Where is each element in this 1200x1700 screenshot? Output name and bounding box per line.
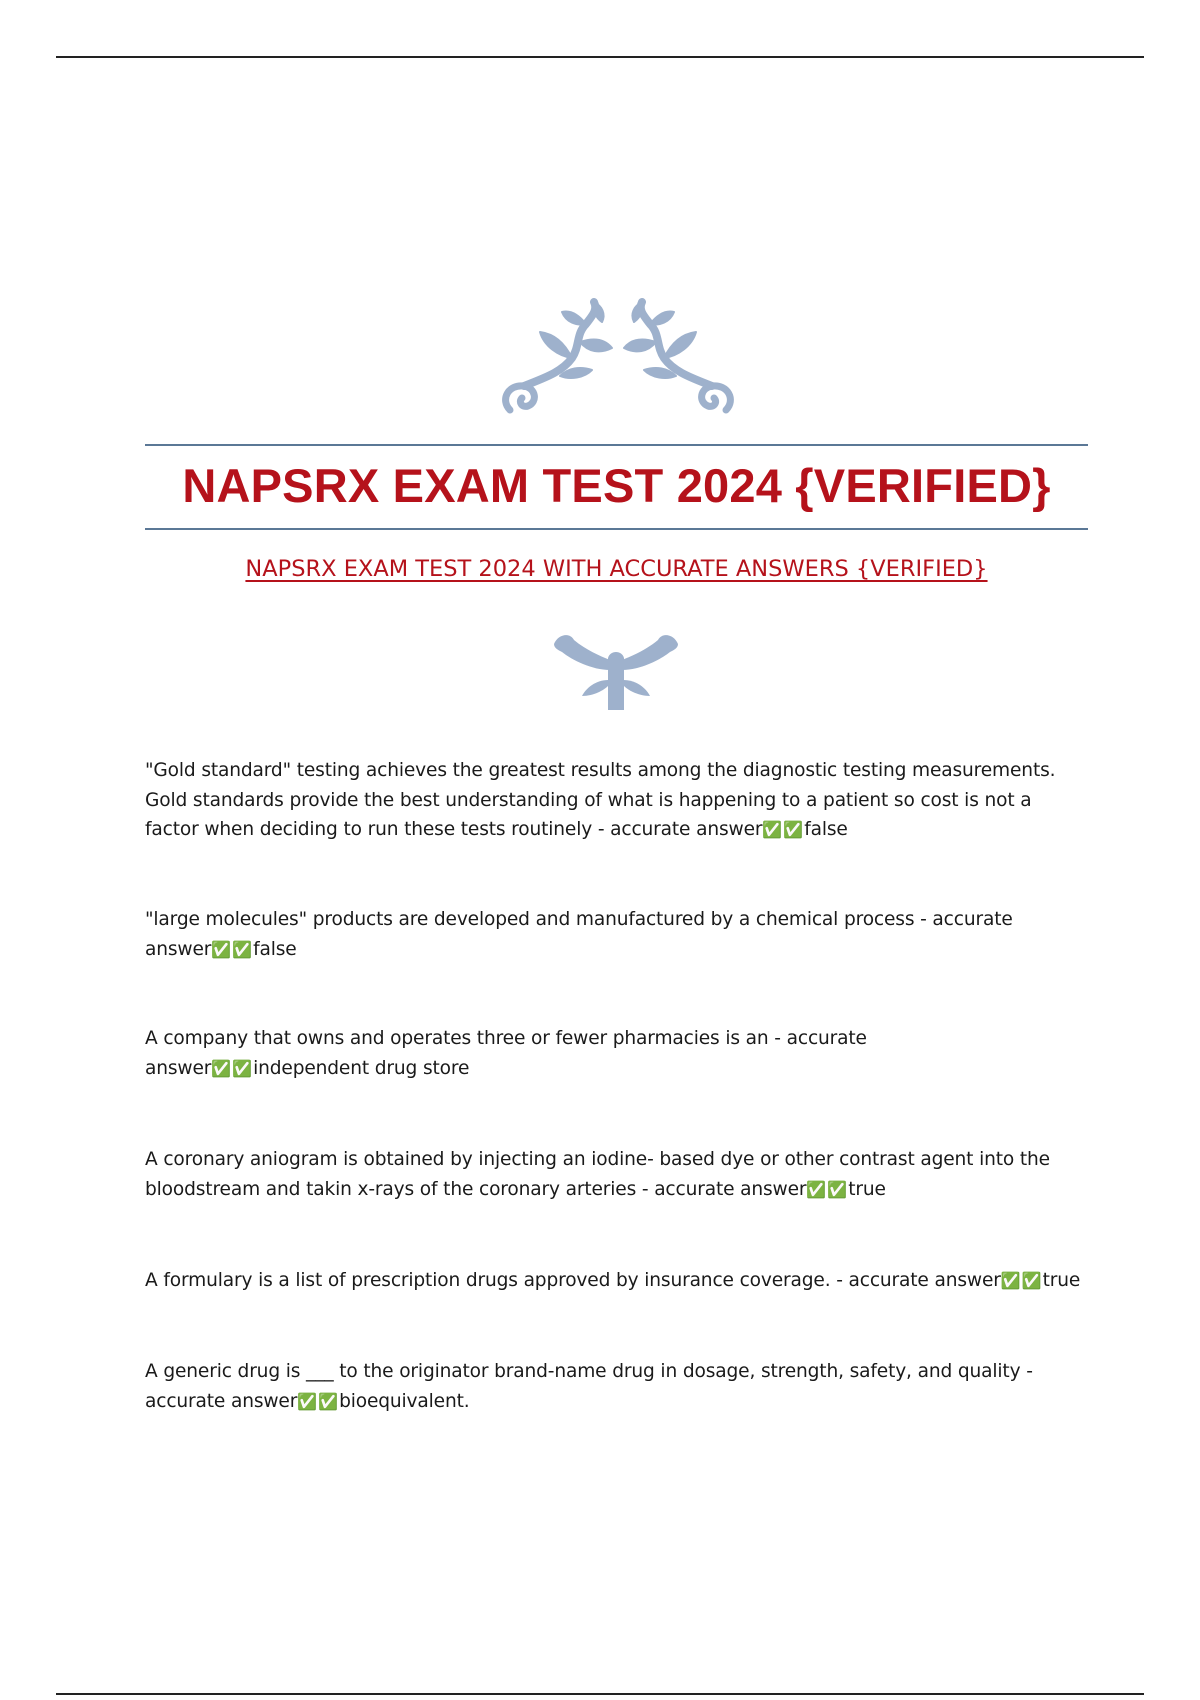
double-check-icon: ✅✅ (297, 1391, 340, 1411)
document-subtitle (145, 552, 1088, 586)
answer-text: bioequivalent. (339, 1390, 470, 1412)
question-text: "Gold standard" testing achieves the greatest results among the diagnostic testing measurements. Gold standards provide the best understanding of what is happening to a patient so cost is not a factor when deciding to run these tests routinely - accurate answer (145, 760, 1056, 840)
qa-item (145, 1357, 1085, 1416)
floral-ornament-icon (500, 298, 736, 426)
double-check-icon: ✅✅ (1000, 1271, 1043, 1290)
qa-item (145, 905, 1085, 964)
qa-item (145, 1145, 1085, 1204)
qa-item (145, 1024, 1085, 1083)
double-check-icon: ✅✅ (806, 1179, 849, 1199)
answer-text: true (1042, 1270, 1081, 1291)
bottom-rule (56, 1693, 1144, 1695)
qa-item (145, 1266, 1085, 1296)
qa-item (145, 756, 1085, 845)
top-rule (56, 56, 1144, 58)
double-check-icon: ✅✅ (762, 820, 805, 839)
title-top-rule (145, 444, 1088, 446)
question-text: A formulary is a list of prescription drugs approved by insurance coverage. - accurate answer (145, 1270, 1001, 1291)
title-bottom-rule (145, 528, 1088, 530)
fleuron-ornament-icon (552, 630, 680, 712)
question-text: A generic drug is ___ to the originator brand-name drug in dosage, strength, safety, and quality - accurate answer (145, 1361, 1033, 1412)
answer-text: false (804, 819, 848, 840)
double-check-icon: ✅✅ (211, 1058, 254, 1078)
answer-text: true (848, 1178, 886, 1200)
question-text: A company that owns and operates three or fewer pharmacies is an - accurate answer (145, 1028, 867, 1079)
subtitle-text: NAPSRX EXAM TEST 2024 WITH ACCURATE ANSWERS {VERIFIED} (245, 556, 988, 582)
document-title: NAPSRX EXAM TEST 2024 {VERIFIED} (182, 459, 1051, 512)
answer-text: false (253, 938, 297, 960)
question-text: "large molecules" products are developed and manufactured by a chemical process - accurate answer (145, 909, 1013, 960)
question-text: A coronary aniogram is obtained by injecting an iodine- based dye or other contrast agent into the bloodstream and takin x-rays of the coronary arteries - accurate answer (145, 1149, 1050, 1200)
double-check-icon: ✅✅ (211, 939, 254, 959)
answer-text: independent drug store (253, 1057, 470, 1079)
